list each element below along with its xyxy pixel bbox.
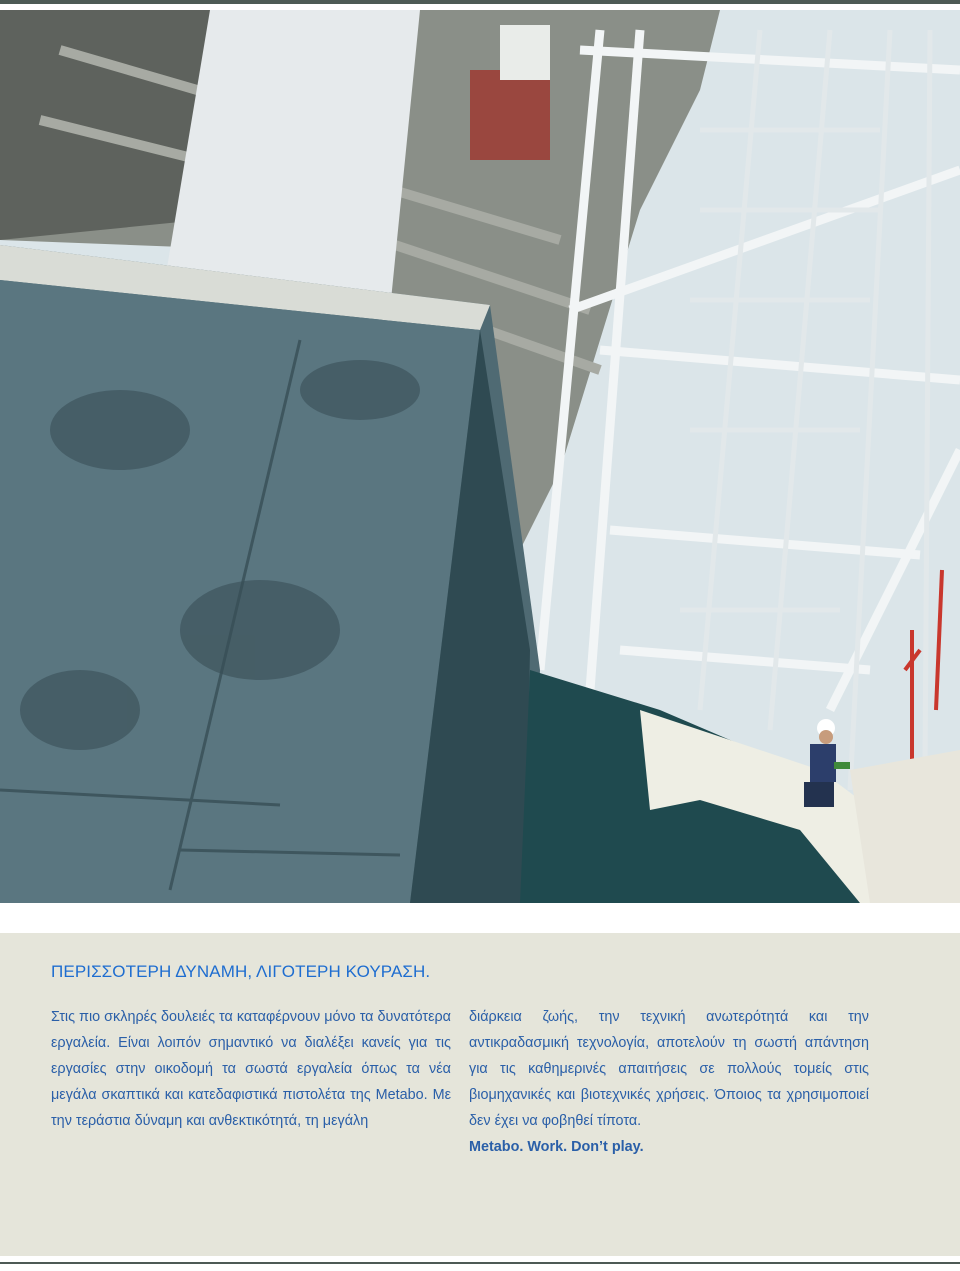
bottom-rule (0, 1262, 960, 1264)
body-column-right (469, 1004, 869, 1160)
body-text-right: διάρκεια ζωής, την τεχνική ανωτερότητά και την αντικραδασμική τεχνολογία, αποτελούν τη σωστή απάντηση για τις καθημερινές απαιτήσεις σε πολλούς τομείς στις βιομηχανικές και βιοτεχνικές χρήσεις. Όποιος τα χρησιμοποιεί δεν έχει να φοβηθεί τίποτα. (469, 1009, 869, 1129)
construction-site-photo (0, 10, 960, 903)
top-rule (0, 0, 960, 4)
brand-slogan: Metabo. Work. Don’t play. (469, 1139, 644, 1155)
body-column-left: Στις πιο σκληρές δουλειές τα καταφέρνουν μόνο τα δυνατότερα εργαλεία. Είναι λοιπόν σημαντικό να διαλέξει κανείς για τις εργασίες στην οικοδομή τα σωστά εργαλεία όπως τα νέα μεγάλα σκαπτικά και κατεδαφιστικά πιστολέτα της Metabo. Με την τεράστια δύναμη και ανθεκτικότητά, τη μεγάλη (51, 1009, 451, 1129)
article-headline: ΠΕΡΙΣΣΟΤΕΡΗ ΔΥΝΑΜΗ, ΛΙΓΟΤΕΡΗ ΚΟΥΡΑΣΗ. (51, 962, 431, 981)
